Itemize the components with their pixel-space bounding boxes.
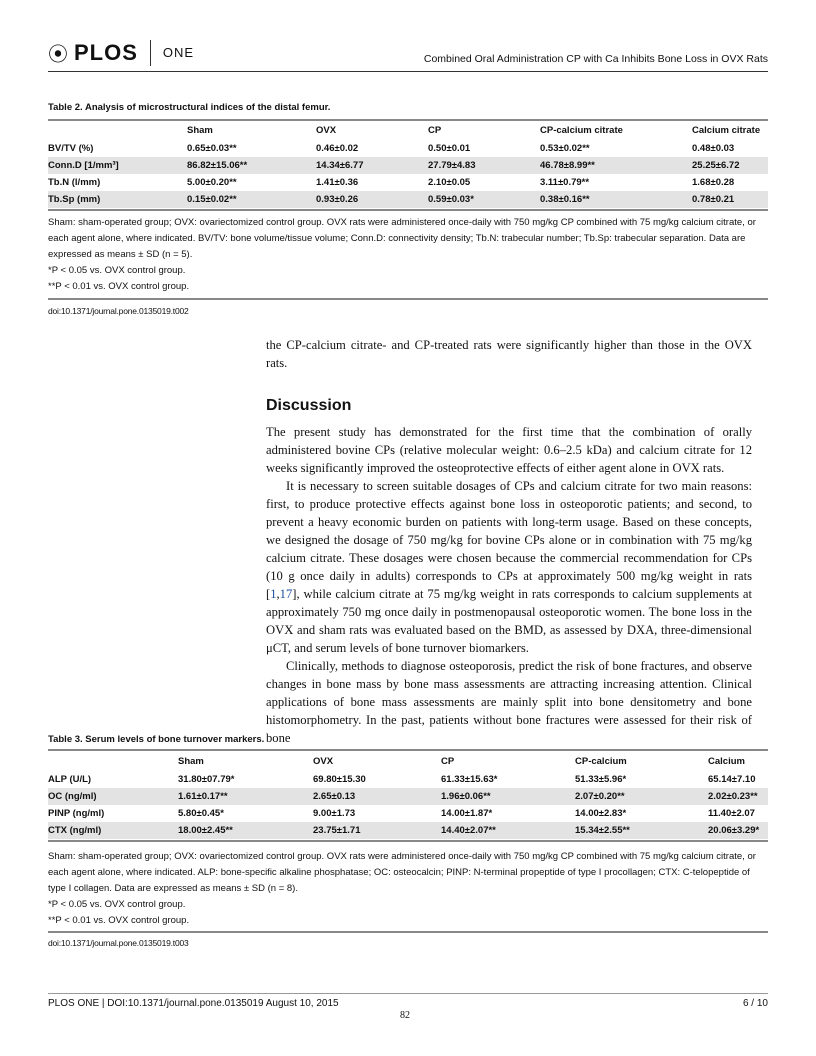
table-note: **P < 0.01 vs. OVX control group. xyxy=(48,281,190,292)
table2-doi: doi:10.1371/journal.pone.0135019.t002 xyxy=(48,306,189,316)
paragraph-1: The present study has demonstrated for the first time that the combination of orally administered bovine CPs (relative molecular weight: 0.6–2.5 kDa) and calcium citrate for 12 weeks significantly improved the osteoprotective effects of either agent alone in OVX rats. xyxy=(266,425,752,475)
table-cell: 14.40±2.07** xyxy=(441,822,575,839)
row-label: Conn.D [1/mm³] xyxy=(48,157,187,174)
table-cell: 86.82±15.06** xyxy=(187,157,316,174)
table-cell: 15.34±2.55** xyxy=(575,822,708,839)
table-cell: 2.02±0.23** xyxy=(708,788,768,805)
table-note: *P < 0.05 vs. OVX control group. xyxy=(48,899,186,910)
table-cell: 69.80±15.30 xyxy=(313,774,366,785)
row-label: PINP (ng/ml) xyxy=(48,808,105,819)
table-cell: 2.65±0.13 xyxy=(313,788,441,805)
table-cell: 65.14±7.10 xyxy=(708,774,756,785)
table-row xyxy=(48,174,768,191)
column-header: Sham xyxy=(187,125,213,136)
table-cell: 51.33±5.96* xyxy=(575,774,627,785)
table-row xyxy=(48,822,768,839)
table-cell: 14.00±1.87* xyxy=(441,808,493,819)
table-row xyxy=(48,191,768,208)
table2 xyxy=(48,121,768,208)
table-cell: 18.00±2.45** xyxy=(178,822,313,839)
table-cell: 31.80±07.79* xyxy=(178,774,235,785)
table-cell: 3.11±0.79** xyxy=(540,177,590,188)
table-cell: 5.00±0.20** xyxy=(187,177,237,188)
table-note: Sham: sham-operated group; OVX: ovariectomized control group. OVX rats were administered once-daily with 750 mg/kg CP combined with 75 mg/kg calcium citrate, or each agent alone, where indicated. ALP: bone-specific alkaline phosphatase; OC: osteocalcin; PINP: N-terminal propeptide of type I procollagen; CTX: C-telopeptide of type I collagen. Data are expressed as means ± SD (n = 8). xyxy=(48,851,756,894)
table2-notes xyxy=(48,215,768,295)
table-note: *P < 0.05 vs. OVX control group. xyxy=(48,265,186,276)
table-cell: 0.38±0.16** xyxy=(540,191,692,208)
table3-doi: doi:10.1371/journal.pone.0135019.t003 xyxy=(48,938,189,948)
row-label: OC (ng/ml) xyxy=(48,788,178,805)
table2-title: Table 2. Analysis of microstructural indices of the distal femur. xyxy=(48,102,331,113)
table-cell: 23.75±1.71 xyxy=(313,822,441,839)
column-header xyxy=(48,121,187,140)
table-cell: 2.10±0.05 xyxy=(428,177,471,188)
row-label: Tb.Sp (mm) xyxy=(48,191,187,208)
footer-citation: PLOS ONE | DOI:10.1371/journal.pone.0135019 August 10, 2015 xyxy=(48,998,339,1009)
row-label: CTX (ng/ml) xyxy=(48,822,178,839)
table-row xyxy=(48,140,768,157)
table-cell: 0.46±0.02 xyxy=(316,143,359,154)
column-header: Calcium xyxy=(708,756,745,767)
discussion-text xyxy=(266,423,752,747)
table-row xyxy=(48,788,768,805)
table-cell: 1.68±0.28 xyxy=(692,177,735,188)
table-cell: 1.41±0.36 xyxy=(316,177,359,188)
column-header xyxy=(48,752,178,771)
running-title: Combined Oral Administration CP with Ca Inhibits Bone Loss in OVX Rats xyxy=(423,53,768,65)
table-cell: 14.34±6.77 xyxy=(316,157,428,174)
table-note: Sham: sham-operated group; OVX: ovariectomized control group. OVX rats were administered once-daily with 750 mg/kg CP combined with 75 mg/kg calcium citrate, or each agent alone, where indicated. BV/TV: bone volume/tissue volume; Conn.D: connectivity density; Tb.N: trabecular number; Tb.Sp: trabecular separation. Data are expressed as means ± SD (n = 5). xyxy=(48,217,756,260)
printed-page-number: 82 xyxy=(400,1010,410,1021)
table-cell: 0.50±0.01 xyxy=(428,143,471,154)
table-cell: 0.59±0.03* xyxy=(428,191,540,208)
column-header: CP xyxy=(428,125,442,136)
table-row xyxy=(48,157,768,174)
header-rule xyxy=(48,71,768,72)
column-header: Sham xyxy=(178,756,204,767)
table-cell: 0.78±0.21 xyxy=(692,191,768,208)
body-continuation: the CP-calcium citrate- and CP-treated rats were significantly higher than those in the OVX rats. xyxy=(266,338,752,370)
table-cell: 0.65±0.03** xyxy=(187,143,237,154)
table-cell: 11.40±2.07 xyxy=(708,808,755,819)
paragraph-2: It is necessary to screen suitable dosages of CPs and calcium citrate for two main reasons: first, to produce protective effects against bone loss in osteoporotic patients; and second, to prevent a heavy economic burden on patients with long-term usage. Based on these concepts, we designed the dosage of 750 mg/kg for bovine CPs alone or in combination with 75 mg/kg calcium citrate. These dosages were chosen because the commercial recommendation for CPs (10 g once daily in adults) corresponds to CPs at approximately 500 mg/kg weight in rats [1,17], while calcium citrate at 75 mg/kg weight in rats corresponds to calcium supplements at approximately 750 mg once daily in postmenopausal osteoporotic women. The bone loss in the OVX and sham rats was evaluated based on the BMD, as assessed by DXA, three-dimensional μCT, and serum levels of bone turnover biomarkers. xyxy=(266,479,752,655)
table-cell: 0.53±0.02** xyxy=(540,143,590,154)
table3-notes xyxy=(48,849,768,929)
table-cell: 0.48±0.03 xyxy=(692,143,735,154)
column-header: CP-calcium xyxy=(575,756,627,767)
table3 xyxy=(48,752,768,839)
column-header: CP-calcium citrate xyxy=(540,125,623,136)
row-label: BV/TV (%) xyxy=(48,143,94,154)
column-header: CP xyxy=(441,756,455,767)
table-cell: 61.33±15.63* xyxy=(441,774,498,785)
table-cell: 2.07±0.20** xyxy=(575,788,708,805)
citation-link[interactable]: 17 xyxy=(279,587,293,601)
section-heading-discussion: Discussion xyxy=(266,397,352,414)
table-cell: 20.06±3.29* xyxy=(708,822,768,839)
row-label: Tb.N (l/mm) xyxy=(48,177,101,188)
table-cell: 0.93±0.26 xyxy=(316,191,428,208)
logo-icon: ⦿ xyxy=(48,44,68,66)
table3-title: Table 3. Serum levels of bone turnover markers. xyxy=(48,734,265,745)
table-cell: 9.00±1.73 xyxy=(313,808,356,819)
column-header: OVX xyxy=(313,756,334,767)
column-header: OVX xyxy=(316,125,337,136)
citation-link[interactable]: 1 xyxy=(270,587,277,601)
table-row xyxy=(48,771,768,788)
table-cell: 5.80±0.45* xyxy=(178,808,224,819)
table-cell: 27.79±4.83 xyxy=(428,157,540,174)
plos-one-logo: ⦿ PLOS ONE xyxy=(48,39,195,66)
page-indicator: 6 / 10 xyxy=(742,998,768,1009)
row-label: ALP (U/L) xyxy=(48,774,92,785)
table-note: **P < 0.01 vs. OVX control group. xyxy=(48,915,190,926)
table-cell: 14.00±2.83* xyxy=(575,808,627,819)
table-row xyxy=(48,805,768,822)
column-header: Calcium citrate xyxy=(692,125,761,136)
table-cell: 46.78±8.99** xyxy=(540,157,692,174)
table-cell: 1.96±0.06** xyxy=(441,788,575,805)
table-cell: 1.61±0.17** xyxy=(178,788,313,805)
table-cell: 0.15±0.02** xyxy=(187,191,316,208)
table-cell: 25.25±6.72 xyxy=(692,157,768,174)
paragraph-3: Clinically, methods to diagnose osteoporosis, predict the risk of bone fractures, and observe changes in bone mass by bone mass assessments are attracting increasing attention. Clinical applications of bone mass assessments are mainly split into bone densitometry and bone histomorphometry. In the past, patients without bone fractures were assessed for their risk of bone xyxy=(266,659,752,745)
